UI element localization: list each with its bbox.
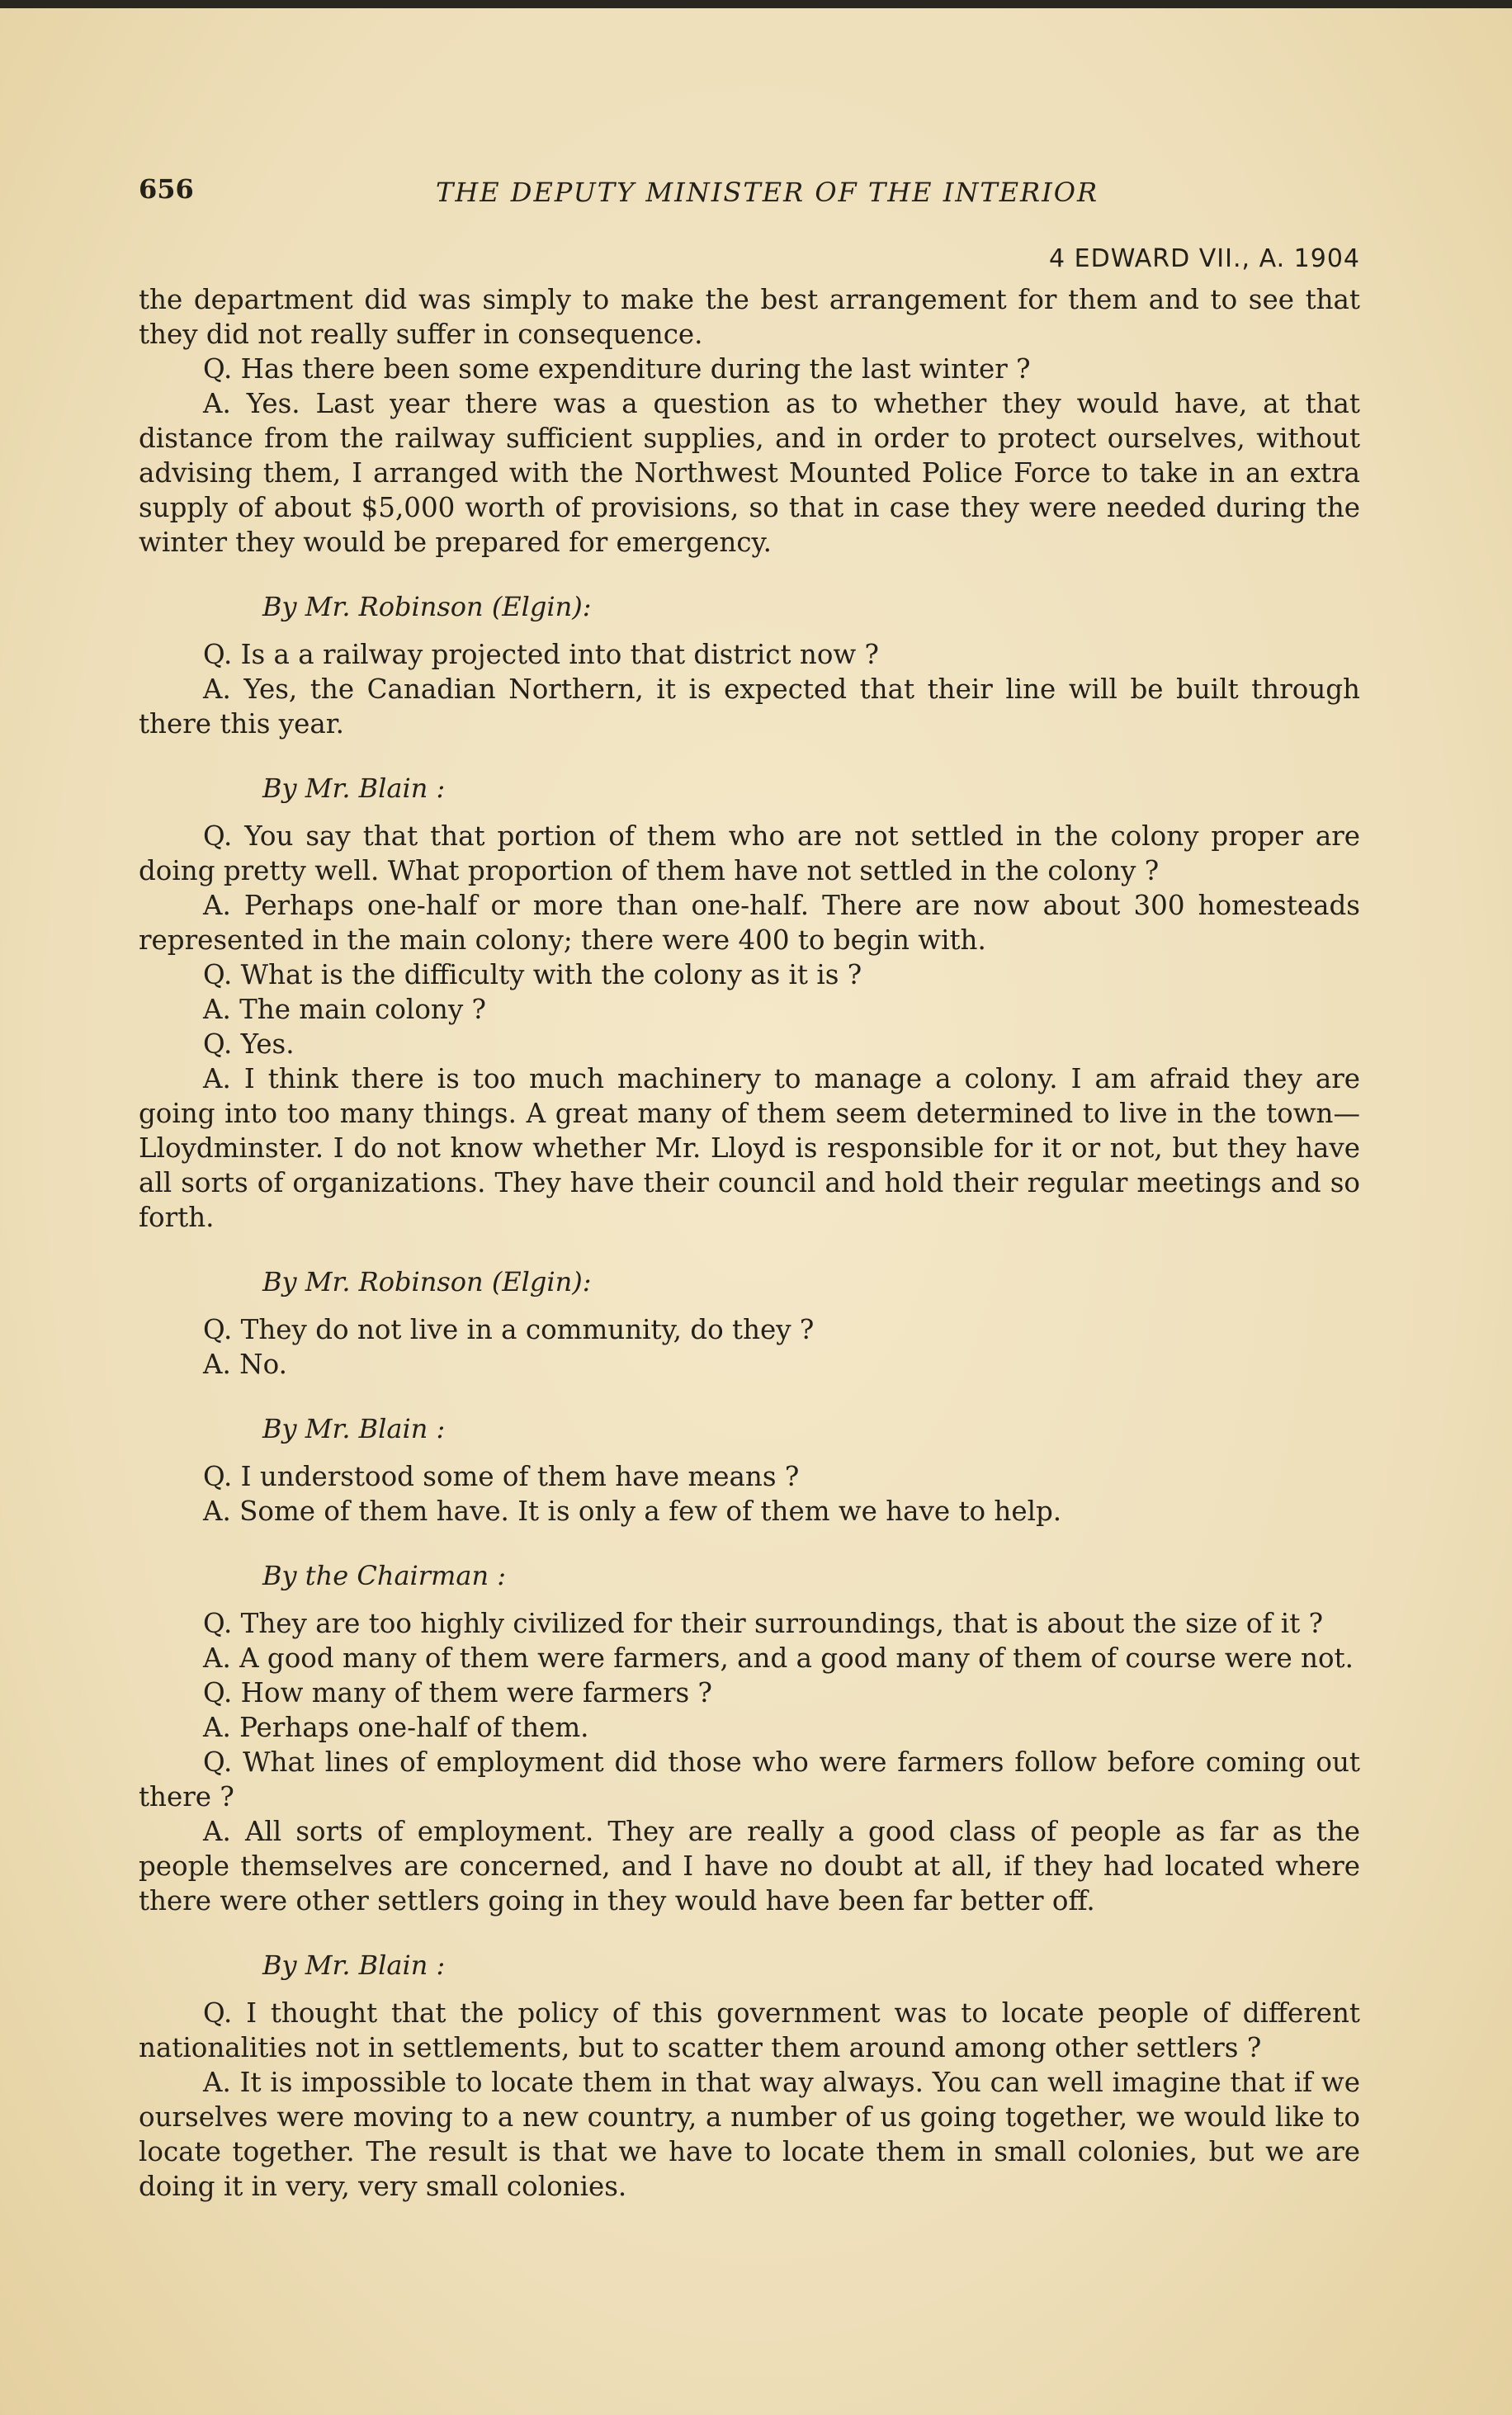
answer: A. Yes, the Canadian Northern, it is expected that their line will be built through there this year. <box>139 673 1360 740</box>
paragraph: the department did was simply to make the best arrangement for them and to see that they did not really suffer in consequence. <box>139 284 1360 350</box>
answer: A. I think there is too much machinery to manage a colony. I am afraid they are going into too many things. A great many of them seem determined to live in the town—Lloydminster. I do not know whether Mr. Lloyd is responsible for it or not, but they have all sorts of organizations. They have their council and hold their regular meetings and so forth. <box>139 1063 1360 1233</box>
speaker-heading: By Mr. Robinson (Elgin): <box>262 591 592 622</box>
answer: A. No. <box>203 1349 287 1380</box>
scan-border <box>0 0 1512 8</box>
answer: A. Perhaps one-half or more than one-half. There are now about 300 homesteads represented in the main colony; there were 400 to begin with. <box>139 890 1360 956</box>
speaker-heading: By Mr. Blain : <box>262 1949 446 1981</box>
answer: A. It is impossible to locate them in that way always. You can well imagine that if we ourselves were moving to a new country, a number of us going together, we would like to locate together. The result is that we have to locate them in small colonies, but we are doing it in very, very small colonies. <box>139 2067 1360 2202</box>
speaker-heading: By Mr. Blain : <box>262 1413 446 1444</box>
page-number: 656 <box>139 173 194 205</box>
question: Q. I understood some of them have means ? <box>203 1461 800 1492</box>
question: Q. They are too highly civilized for their surroundings, that is about the size of it ? <box>203 1608 1324 1639</box>
question: Q. Yes. <box>203 1028 295 1060</box>
question: Q. How many of them were farmers ? <box>203 1677 712 1708</box>
speaker-heading: By Mr. Blain : <box>262 773 446 804</box>
running-title: THE DEPUTY MINISTER OF THE INTERIOR <box>436 177 1099 208</box>
speaker-heading: By the Chairman : <box>262 1560 507 1591</box>
answer: A. Yes. Last year there was a question as to whether they would have, at that distance from the railway sufficient supplies, and in order to protect ourselves, without advising them, I arranged with the Northwest Mounted Police Force to take in an extra supply of about $5,000 worth of provisions, so that in case they were needed during the winter they would be prepared for emergency. <box>139 388 1360 558</box>
document-body <box>139 282 1360 2204</box>
question: Q. Has there been some expenditure during the last winter ? <box>203 353 1031 385</box>
answer: A. Some of them have. It is only a few of them we have to help. <box>203 1496 1062 1527</box>
question: Q. What lines of employment did those who were farmers follow before coming out there ? <box>139 1746 1360 1812</box>
question: Q. What is the difficulty with the colony as it is ? <box>203 959 862 990</box>
question: Q. Is a a railway projected into that district now ? <box>203 639 879 670</box>
question: Q. You say that that portion of them who are not settled in the colony proper are doing pretty well. What proportion of them have not settled in the colony ? <box>139 820 1360 886</box>
answer: A. The main colony ? <box>203 994 486 1025</box>
answer: A. All sorts of employment. They are really a good class of people as far as the people themselves are concerned, and I have no doubt at all, if they had located where there were other settlers going in they would have been far better off. <box>139 1816 1360 1916</box>
answer: A. Perhaps one-half of them. <box>203 1712 589 1743</box>
session-label: 4 EDWARD VII., A. 1904 <box>1049 244 1360 273</box>
page-header <box>139 173 1360 223</box>
question: Q. I thought that the policy of this government was to locate people of different nationalities not in settlements, but to scatter them around among other settlers ? <box>139 1997 1360 2063</box>
question: Q. They do not live in a community, do they ? <box>203 1314 815 1345</box>
speaker-heading: By Mr. Robinson (Elgin): <box>262 1266 592 1297</box>
answer: A. A good many of them were farmers, and a good many of them of course were not. <box>203 1642 1354 1674</box>
